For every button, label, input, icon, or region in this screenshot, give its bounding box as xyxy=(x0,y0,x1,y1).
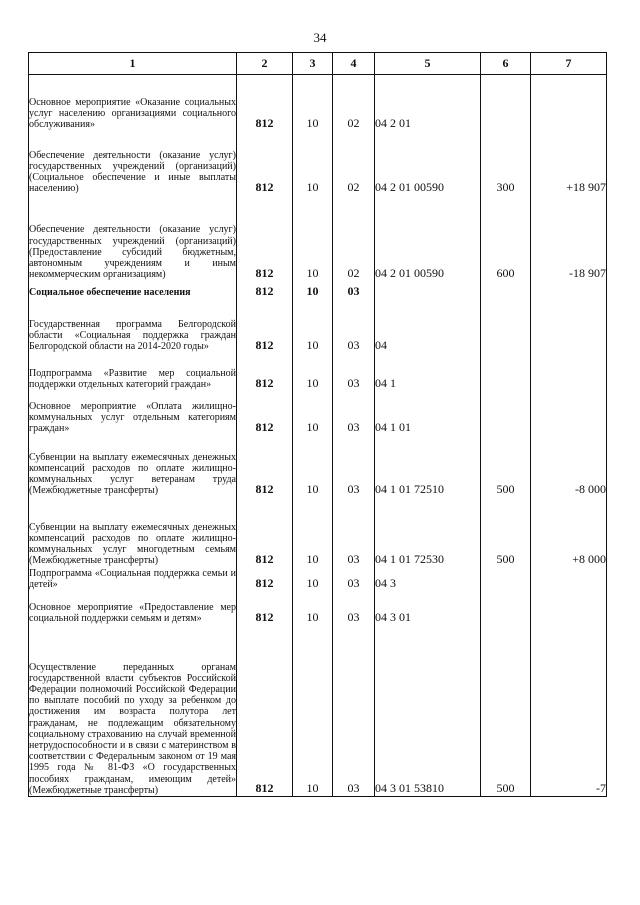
row-admin-code: 812 xyxy=(237,625,293,797)
row-expense-type xyxy=(481,299,531,353)
row-expense-type: 600 xyxy=(481,195,531,281)
row-name: Субвенции на выплату ежемесячных денежных компенсаций расходов по оплате жилищно-коммунальных услуг ветеранам труда (Межбюджетные трансферты) xyxy=(29,435,237,497)
table-row xyxy=(29,391,607,435)
table-row xyxy=(29,131,607,195)
row-amount: +8 000 xyxy=(531,497,607,567)
row-target-code: 04 1 01 72530 xyxy=(375,497,481,567)
row-name: Подпрограмма «Развитие мер социальной поддержки отдельных категорий граждан» xyxy=(29,353,237,391)
row-admin-code: 812 xyxy=(237,567,293,591)
row-subsection: 03 xyxy=(333,625,375,797)
row-name: Обеспечение деятельности (оказание услуг) государственных учреждений (организаций) (Социальное обеспечение и иные выплаты населению) xyxy=(29,131,237,195)
row-target-code: 04 1 xyxy=(375,353,481,391)
budget-table xyxy=(28,52,607,797)
row-section: 10 xyxy=(293,435,333,497)
column-header: 5 xyxy=(375,53,481,75)
row-amount: +18 907 xyxy=(531,131,607,195)
table-row xyxy=(29,195,607,281)
row-name: Осуществление переданных органам государственной власти субъектов Российской Федерации полномочий Российской Федерации по выплате пособий по уходу за ребенком до достижения им возраста полутора лет гражданам, не подлежащим обязательному социальному страхованию на случай временной нетрудоспособности и в связи с материнством в соответствии с Федеральным законом от 19 мая 1995 года № 81-ФЗ «О государственных пособиях гражданам, имеющим детей» (Межбюджетные трансферты) xyxy=(29,625,237,797)
row-target-code: 04 2 01 xyxy=(375,75,481,131)
row-target-code: 04 2 01 00590 xyxy=(375,195,481,281)
row-name: Государственная программа Белгородской области «Социальная поддержка граждан Белгородской области на 2014-2020 годы» xyxy=(29,299,237,353)
column-header: 1 xyxy=(29,53,237,75)
row-section: 10 xyxy=(293,391,333,435)
row-target-code: 04 1 01 xyxy=(375,391,481,435)
row-subsection: 03 xyxy=(333,299,375,353)
row-expense-type xyxy=(481,391,531,435)
row-expense-type xyxy=(481,591,531,625)
row-amount xyxy=(531,391,607,435)
row-section: 10 xyxy=(293,353,333,391)
row-admin-code: 812 xyxy=(237,299,293,353)
row-section: 10 xyxy=(293,131,333,195)
table-row xyxy=(29,497,607,567)
row-expense-type xyxy=(481,567,531,591)
row-target-code xyxy=(375,281,481,299)
row-subsection: 03 xyxy=(333,281,375,299)
row-subsection: 03 xyxy=(333,497,375,567)
row-target-code: 04 3 xyxy=(375,567,481,591)
row-section: 10 xyxy=(293,195,333,281)
table-body xyxy=(29,75,607,797)
table-row xyxy=(29,625,607,797)
row-target-code: 04 xyxy=(375,299,481,353)
row-name: Подпрограмма «Социальная поддержка семьи и детей» xyxy=(29,568,236,591)
table-row xyxy=(29,591,607,625)
table-row xyxy=(29,299,607,353)
row-amount xyxy=(531,299,607,353)
row-name: Основное мероприятие «Предоставление мер социальной поддержки семьям и детям» xyxy=(29,591,237,625)
row-subsection: 03 xyxy=(333,391,375,435)
row-subsection: 02 xyxy=(333,131,375,195)
row-amount xyxy=(531,281,607,299)
row-name: Обеспечение деятельности (оказание услуг) государственных учреждений (организаций) (Предоставление субсидий бюджетным, автономным учреждениям и иным некоммерческим организациям) xyxy=(29,195,237,281)
row-amount xyxy=(531,567,607,591)
row-section: 10 xyxy=(293,281,333,299)
page-number: 34 xyxy=(313,30,327,45)
row-expense-type: 500 xyxy=(481,497,531,567)
column-header: 3 xyxy=(293,53,333,75)
row-section: 10 xyxy=(293,591,333,625)
row-expense-type xyxy=(481,353,531,391)
row-section: 10 xyxy=(293,75,333,131)
row-admin-code: 812 xyxy=(237,391,293,435)
header-row xyxy=(29,53,607,75)
row-admin-code: 812 xyxy=(237,75,293,131)
row-name: Субвенции на выплату ежемесячных денежных компенсаций расходов по оплате жилищно-коммунальных услуг многодетным семьям (Межбюджетные трансферты) xyxy=(29,497,237,567)
row-subsection: 03 xyxy=(333,567,375,591)
row-amount: -18 907 xyxy=(531,195,607,281)
row-subsection: 02 xyxy=(333,75,375,131)
row-amount xyxy=(531,75,607,131)
row-target-code: 04 3 01 xyxy=(375,591,481,625)
row-admin-code: 812 xyxy=(237,497,293,567)
row-subsection: 03 xyxy=(333,353,375,391)
row-target-code: 04 2 01 00590 xyxy=(375,131,481,195)
row-target-code: 04 3 01 53810 xyxy=(375,625,481,797)
table-row xyxy=(29,75,607,131)
row-subsection: 03 xyxy=(333,591,375,625)
row-amount xyxy=(531,591,607,625)
row-expense-type: 500 xyxy=(481,625,531,797)
row-expense-type: 500 xyxy=(481,435,531,497)
table-row xyxy=(29,435,607,497)
row-admin-code: 812 xyxy=(237,591,293,625)
row-expense-type: 300 xyxy=(481,131,531,195)
row-amount xyxy=(531,353,607,391)
row-subsection: 03 xyxy=(333,435,375,497)
row-expense-type xyxy=(481,75,531,131)
row-subsection: 02 xyxy=(333,195,375,281)
column-header: 7 xyxy=(531,53,607,75)
row-section: 10 xyxy=(293,497,333,567)
row-target-code: 04 1 01 72510 xyxy=(375,435,481,497)
row-section: 10 xyxy=(293,567,333,591)
row-section: 10 xyxy=(293,625,333,797)
row-admin-code: 812 xyxy=(237,435,293,497)
row-amount: -8 000 xyxy=(531,435,607,497)
column-header: 6 xyxy=(481,53,531,75)
column-header: 2 xyxy=(237,53,293,75)
row-admin-code: 812 xyxy=(237,195,293,281)
row-admin-code: 812 xyxy=(237,131,293,195)
row-name: Основное мероприятие «Оказание социальных услуг населению организациями социального обслуживания» xyxy=(29,75,237,131)
row-amount: -7 xyxy=(531,625,607,797)
table-row xyxy=(29,567,607,591)
row-name: Основное мероприятие «Оплата жилищно-коммунальных услуг отдельным категориям граждан» xyxy=(29,391,237,435)
row-section: 10 xyxy=(293,299,333,353)
table-row xyxy=(29,281,607,299)
row-admin-code: 812 xyxy=(237,281,293,299)
column-header: 4 xyxy=(333,53,375,75)
row-admin-code: 812 xyxy=(237,353,293,391)
row-name: Социальное обеспечение населения xyxy=(29,281,237,299)
table-row xyxy=(29,353,607,391)
row-expense-type xyxy=(481,281,531,299)
